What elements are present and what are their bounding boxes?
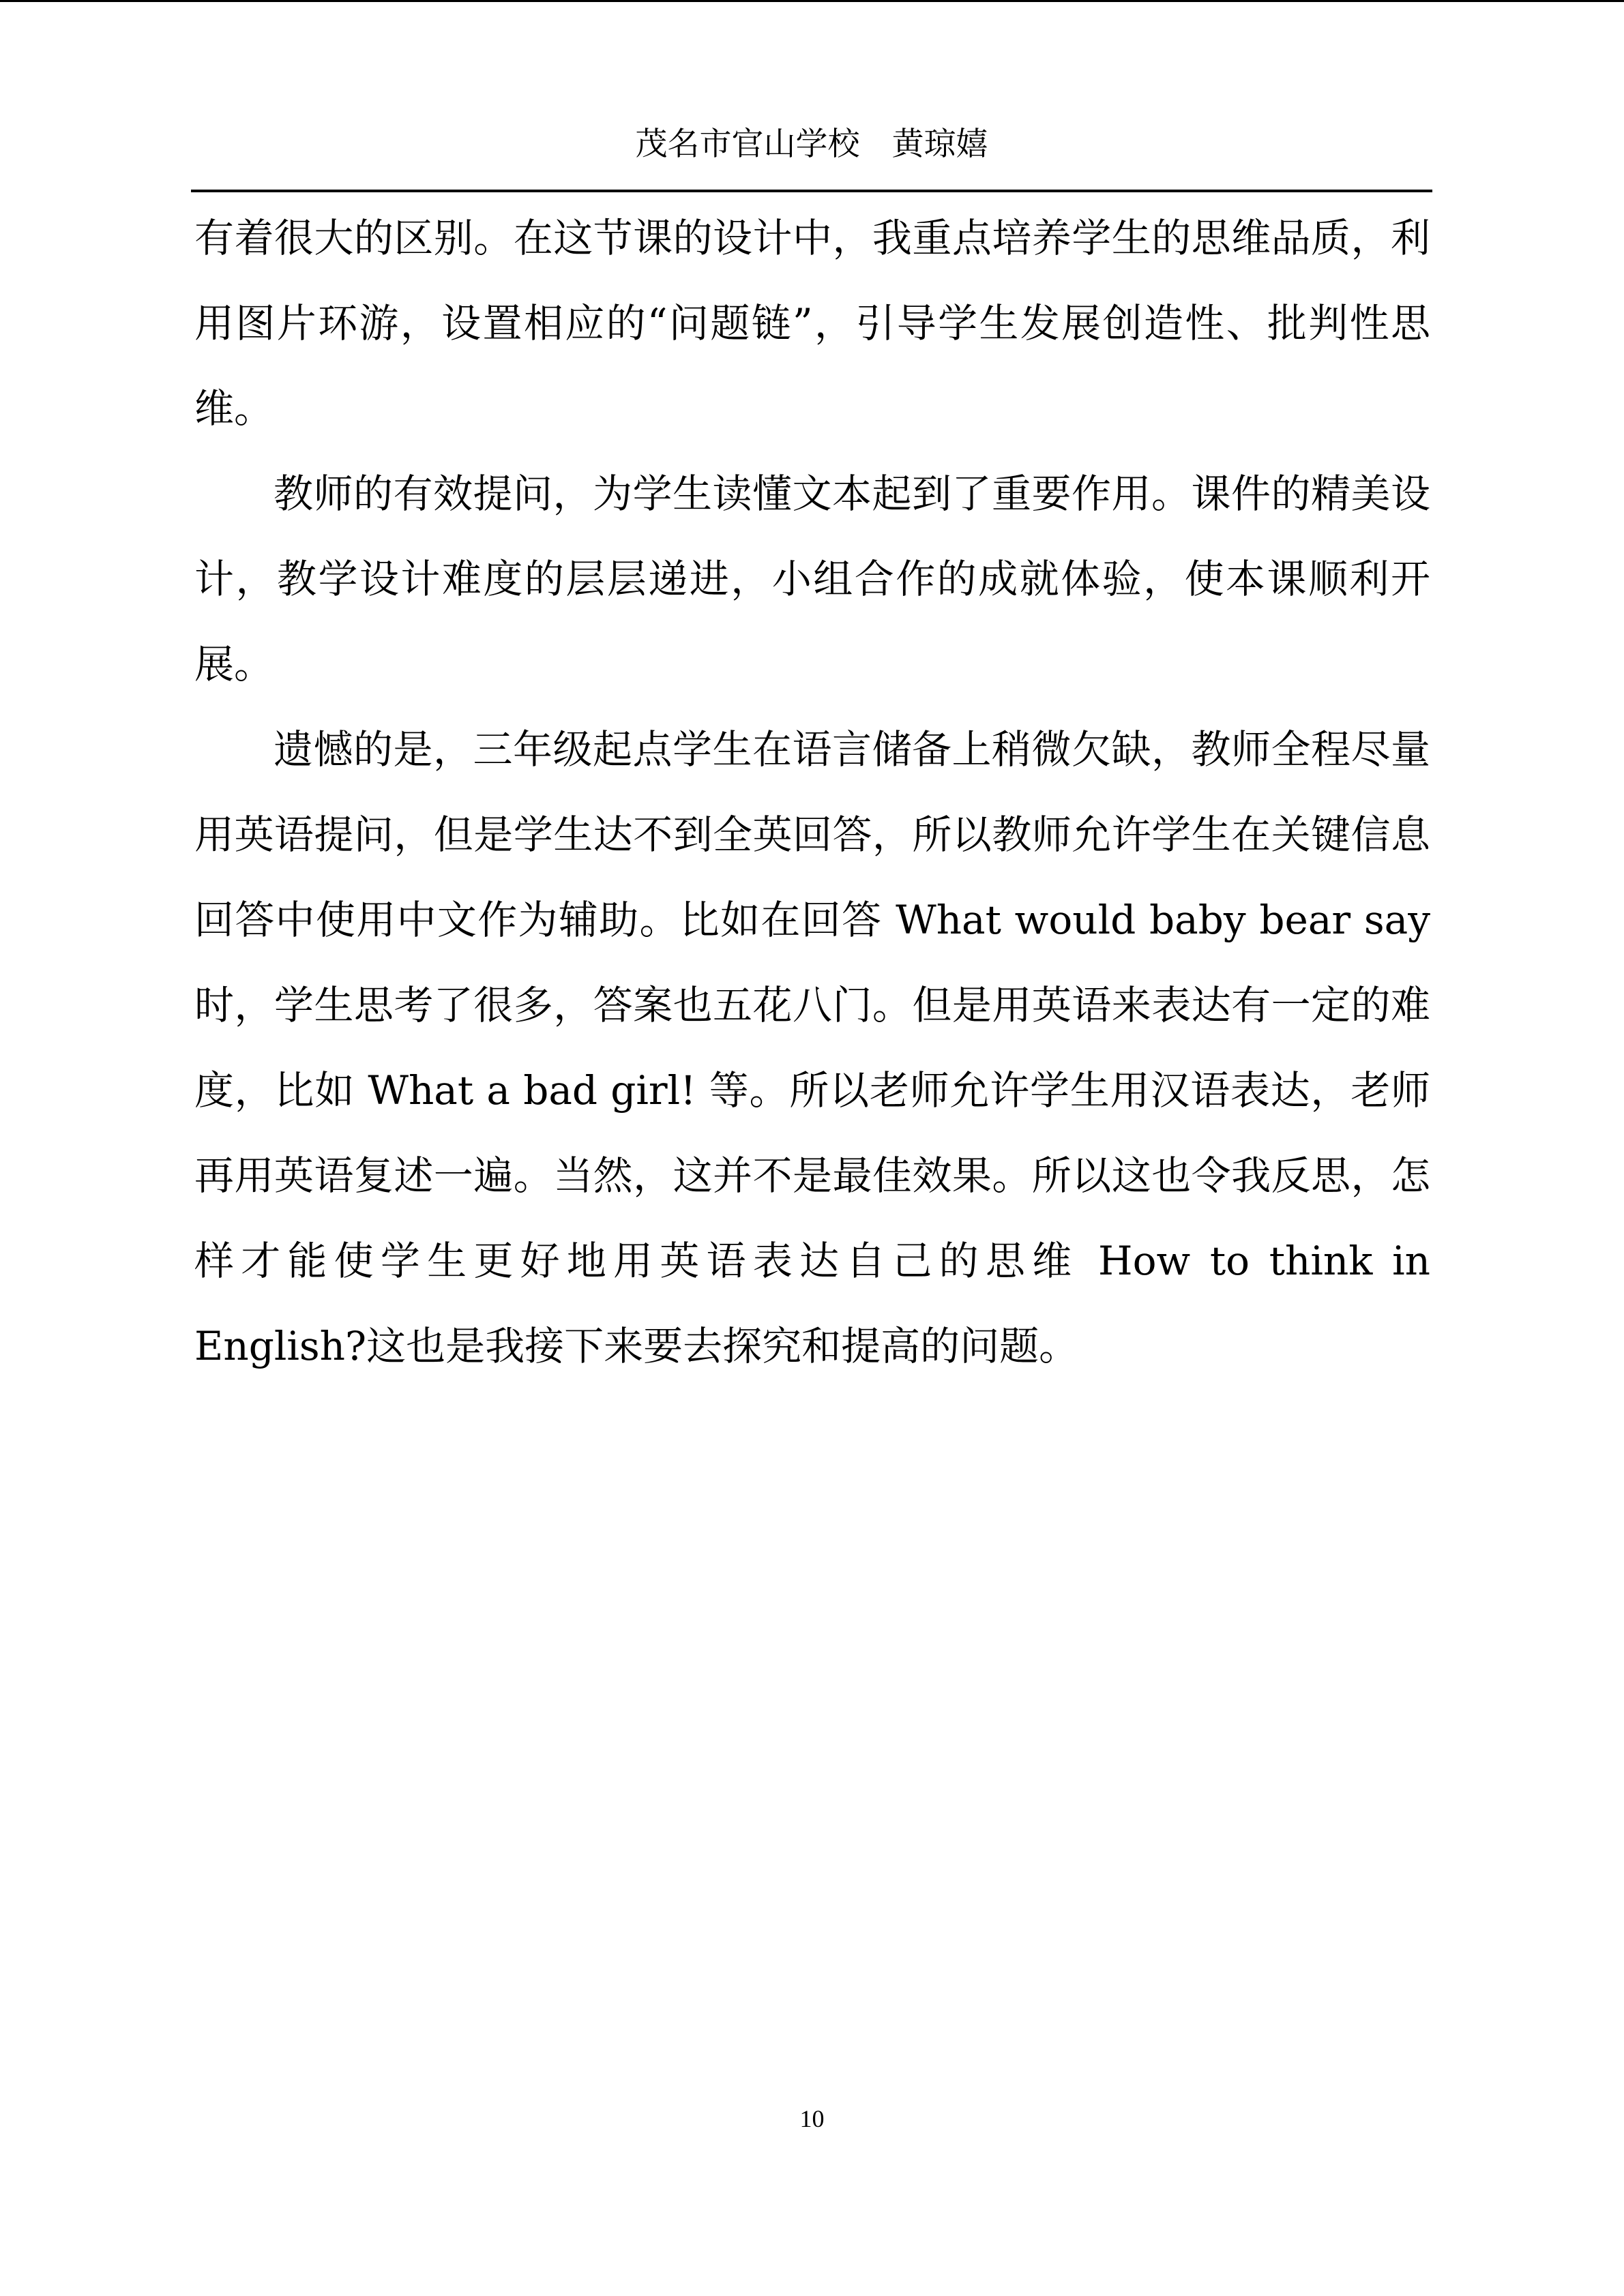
page-number: 10 (799, 2105, 825, 2132)
paragraph-1: 有着很大的区别。在这节课的设计中，我重点培养学生的思维品质，利用图片环游，设置相应的“问题链”，引导学生发展创造性、批判性思维。 (194, 215, 1430, 432)
paragraph-3: 遗憾的是，三年级起点学生在语言储备上稍微欠缺，教师全程尽量用英语提问，但是学生达不到全英回答，所以教师允许学生在关键信息回答中使用中文作为辅助。比如在回答 What would baby bear say 时，学生思考了很多，答案也五花八门。但是用英语来表达有一定的难度，比如 What a bad girl! 等。所以老师允许学生用汉语表达，老师再用英语复述一遍。当然，这并不是最佳效果。所以这也令我反思，怎样才能使学生更好地用英语表达自己的思维 How to think in English?这也是我接下来要去探究和提高的问题。 (194, 726, 1430, 1369)
header-title: 茂名市官山学校 黄琼嬉 (635, 125, 988, 163)
page-top-border (0, 0, 1624, 2)
page-header (191, 109, 1432, 192)
paragraph-2: 教师的有效提问，为学生读懂文本起到了重要作用。课件的精美设计，教学设计难度的层层递进，小组合作的成就体验，使本课顺利开展。 (194, 471, 1430, 687)
document-body (194, 196, 1430, 1389)
